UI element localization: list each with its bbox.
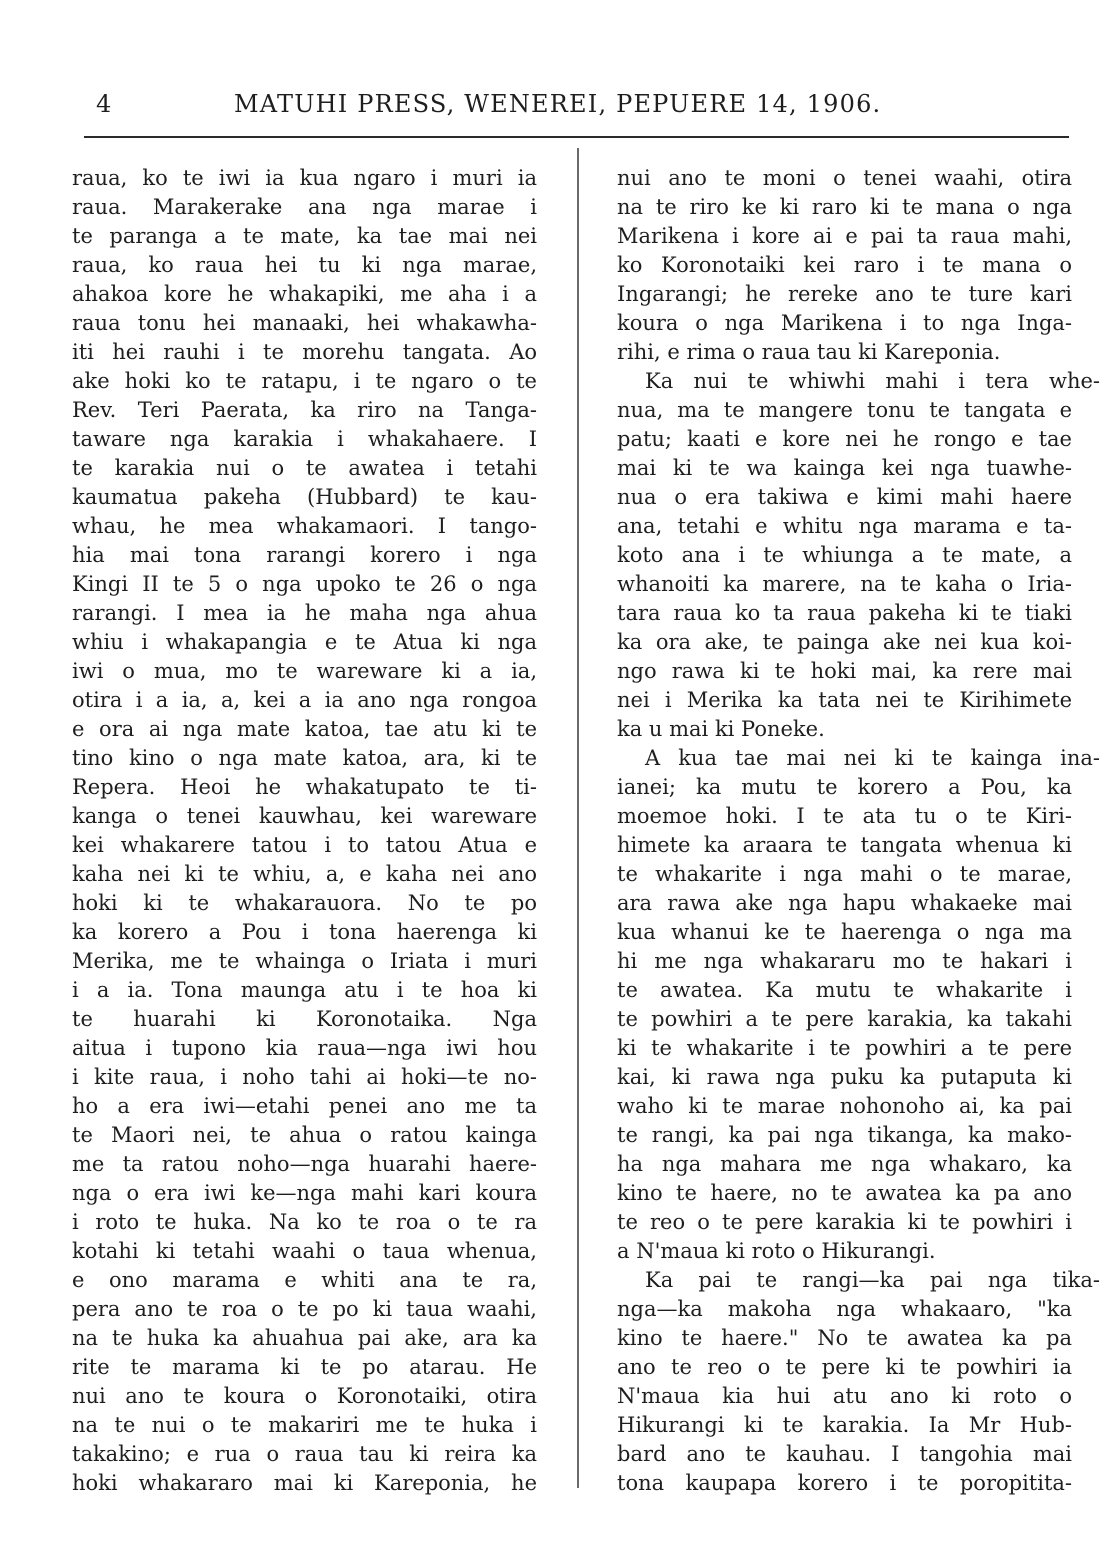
text-line: i a ia. Tona maunga atu i te hoa ki: [72, 978, 537, 1002]
text-line: ka ora ake, te painga ake nei kua koi-: [617, 630, 1072, 654]
text-line: nui ano te moni o tenei waahi, otira: [617, 166, 1072, 190]
text-line: na te nui o te makariri me te huka i: [72, 1413, 537, 1437]
text-line: ahakoa kore he whakapiki, me aha i a: [72, 282, 537, 306]
text-line: ianei; ka mutu te korero a Pou, ka: [617, 775, 1072, 799]
text-line: koura o nga Marikena i to nga Inga-: [617, 311, 1072, 335]
text-line: nui ano te koura o Koronotaiki, otira: [72, 1384, 537, 1408]
text-line: raua, ko raua hei tu ki nga marae,: [72, 253, 537, 277]
text-line: te whakarite i nga mahi o te marae,: [617, 862, 1072, 886]
text-line: raua tonu hei manaaki, hei whakawha-: [72, 311, 537, 335]
text-line: Ka nui te whiwhi mahi i tera whe-: [645, 369, 1100, 393]
text-line: kotahi ki tetahi waahi o taua whenua,: [72, 1239, 537, 1263]
text-line: kua whanui ke te haerenga o nga ma: [617, 920, 1072, 944]
text-line: Marikena i kore ai e pai ta raua mahi,: [617, 224, 1072, 248]
text-line: a N'maua ki roto o Hikurangi.: [617, 1239, 936, 1263]
text-line: e ora ai nga mate katoa, tae atu ki te: [72, 717, 537, 741]
text-line: me ta ratou noho—nga huarahi haere-: [72, 1152, 537, 1176]
text-line: Ka pai te rangi—ka pai nga tika-: [645, 1268, 1100, 1292]
text-line: te rangi, ka pai nga tikanga, ka mako-: [617, 1123, 1072, 1147]
text-line: Merika, me te whainga o Iriata i muri: [72, 949, 537, 973]
text-line: te reo o te pere karakia ki te powhiri i: [617, 1210, 1072, 1234]
text-line: te awatea. Ka mutu te whakarite i: [617, 978, 1072, 1002]
header-rule: [84, 136, 1069, 138]
text-line: tara raua ko ta raua pakeha ki te tiaki: [617, 601, 1072, 625]
text-line: A kua tae mai nei ki te kainga ina-: [645, 746, 1100, 770]
text-line: ka korero a Pou i tona haerenga ki: [72, 920, 537, 944]
text-line: ana, tetahi e whitu nga marama e ta-: [617, 514, 1072, 538]
text-line: hi me nga whakararu mo te hakari i: [617, 949, 1072, 973]
text-line: te huarahi ki Koronotaika. Nga: [72, 1007, 537, 1031]
text-line: hia mai tona rarangi korero i nga: [72, 543, 537, 567]
text-line: kei whakarere tatou i to tatou Atua e: [72, 833, 537, 857]
text-line: te paranga a te mate, ka tae mai nei: [72, 224, 537, 248]
text-line: nga—ka makoha nga whakaaro, "ka: [617, 1297, 1072, 1321]
text-line: waho ki te marae nohonoho ai, ka pai: [617, 1094, 1072, 1118]
text-line: whanoiti ka marere, na te kaha o Iria-: [617, 572, 1072, 596]
text-line: ko Koronotaiki kei raro i te mana o: [617, 253, 1072, 277]
text-line: raua. Marakerake ana nga marae i: [72, 195, 537, 219]
text-line: whiu i whakapangia e te Atua ki nga: [72, 630, 537, 654]
text-line: kanga o tenei kauwhau, kei wareware: [72, 804, 537, 828]
text-line: Rev. Teri Paerata, ka riro na Tanga-: [72, 398, 537, 422]
text-column-left: [72, 164, 537, 1498]
text-line: ka u mai ki Poneke.: [617, 717, 825, 741]
text-line: te powhiri a te pere karakia, ka takahi: [617, 1007, 1072, 1031]
text-line: Ingarangi; he rereke ano te ture kari: [617, 282, 1072, 306]
text-line: na te riro ke ki raro ki te mana o nga: [617, 195, 1072, 219]
text-line: na te huka ka ahuahua pai ake, ara ka: [72, 1326, 537, 1350]
text-line: aitua i tupono kia raua—nga iwi hou: [72, 1036, 537, 1060]
text-line: te Maori nei, te ahua o ratou kainga: [72, 1123, 537, 1147]
text-line: taware nga karakia i whakahaere. I: [72, 427, 537, 451]
text-line: hoki ki te whakarauora. No te po: [72, 891, 537, 915]
text-line: whau, he mea whakamaori. I tango-: [72, 514, 537, 538]
text-line: ho a era iwi—etahi penei ano me ta: [72, 1094, 537, 1118]
text-line: nga o era iwi ke—nga mahi kari koura: [72, 1181, 537, 1205]
text-line: iwi o mua, mo te wareware ki a ia,: [72, 659, 537, 683]
text-line: kaha nei ki te whiu, a, e kaha nei ano: [72, 862, 537, 886]
text-line: ano te reo o te pere ki te powhiri ia: [617, 1355, 1072, 1379]
text-line: Hikurangi ki te karakia. Ia Mr Hub-: [617, 1413, 1072, 1437]
text-line: kaumatua pakeha (Hubbard) te kau-: [72, 485, 537, 509]
text-line: ake hoki ko te ratapu, i te ngaro o te: [72, 369, 537, 393]
text-line: mai ki te wa kainga kei nga tuawhe-: [617, 456, 1072, 480]
text-line: kino te haere." No te awatea ka pa: [617, 1326, 1072, 1350]
text-line: rarangi. I mea ia he maha nga ahua: [72, 601, 537, 625]
text-line: bard ano te kauhau. I tangohia mai: [617, 1442, 1072, 1466]
text-line: N'maua kia hui atu ano ki roto o: [617, 1384, 1072, 1408]
text-line: takakino; e rua o raua tau ki reira ka: [72, 1442, 537, 1466]
text-line: Repera. Heoi he whakatupato te ti-: [72, 775, 537, 799]
column-rule: [577, 148, 579, 1488]
text-line: otira i a ia, a, kei a ia ano nga rongoa: [72, 688, 537, 712]
text-line: Kingi II te 5 o nga upoko te 26 o nga: [72, 572, 537, 596]
text-line: tona kaupapa korero i te poropitita-: [617, 1471, 1072, 1495]
text-line: iti hei rauhi i te morehu tangata. Ao: [72, 340, 537, 364]
text-line: raua, ko te iwi ia kua ngaro i muri ia: [72, 166, 537, 190]
text-line: i kite raua, i noho tahi ai hoki—te no-: [72, 1065, 537, 1089]
text-line: kai, ki rawa nga puku ka putaputa ki: [617, 1065, 1072, 1089]
text-line: e ono marama e whiti ana te ra,: [72, 1268, 537, 1292]
text-line: nua, ma te mangere tonu te tangata e: [617, 398, 1072, 422]
text-line: nei i Merika ka tata nei te Kirihimete: [617, 688, 1072, 712]
text-line: rite te marama ki te po atarau. He: [72, 1355, 537, 1379]
text-line: te karakia nui o te awatea i tetahi: [72, 456, 537, 480]
text-line: i roto te huka. Na ko te roa o te ra: [72, 1210, 537, 1234]
text-line: ki te whakarite i te powhiri a te pere: [617, 1036, 1072, 1060]
text-line: moemoe hoki. I te ata tu o te Kiri-: [617, 804, 1072, 828]
text-line: ha nga mahara me nga whakaro, ka: [617, 1152, 1072, 1176]
text-line: nua o era takiwa e kimi mahi haere: [617, 485, 1072, 509]
text-line: kino te haere, no te awatea ka pa ano: [617, 1181, 1072, 1205]
text-line: pera ano te roa o te po ki taua waahi,: [72, 1297, 537, 1321]
text-line: hoki whakararo mai ki Kareponia, he: [72, 1471, 537, 1495]
text-line: patu; kaati e kore nei he rongo e tae: [617, 427, 1072, 451]
text-line: ara rawa ake nga hapu whakaeke mai: [617, 891, 1072, 915]
text-line: tino kino o nga mate katoa, ara, ki te: [72, 746, 537, 770]
text-line: koto ana i te whiunga a te mate, a: [617, 543, 1072, 567]
text-line: himete ka araara te tangata whenua ki: [617, 833, 1072, 857]
text-line: rihi, e rima o raua tau ki Kareponia.: [617, 340, 1001, 364]
text-column-right: [617, 164, 1100, 1498]
page-number: 4: [96, 90, 113, 118]
masthead-title: MATUHI PRESS, WENEREI, PEPUERE 14, 1906.: [234, 90, 882, 118]
text-line: ngo rawa ki te hoki mai, ka rere mai: [617, 659, 1072, 683]
